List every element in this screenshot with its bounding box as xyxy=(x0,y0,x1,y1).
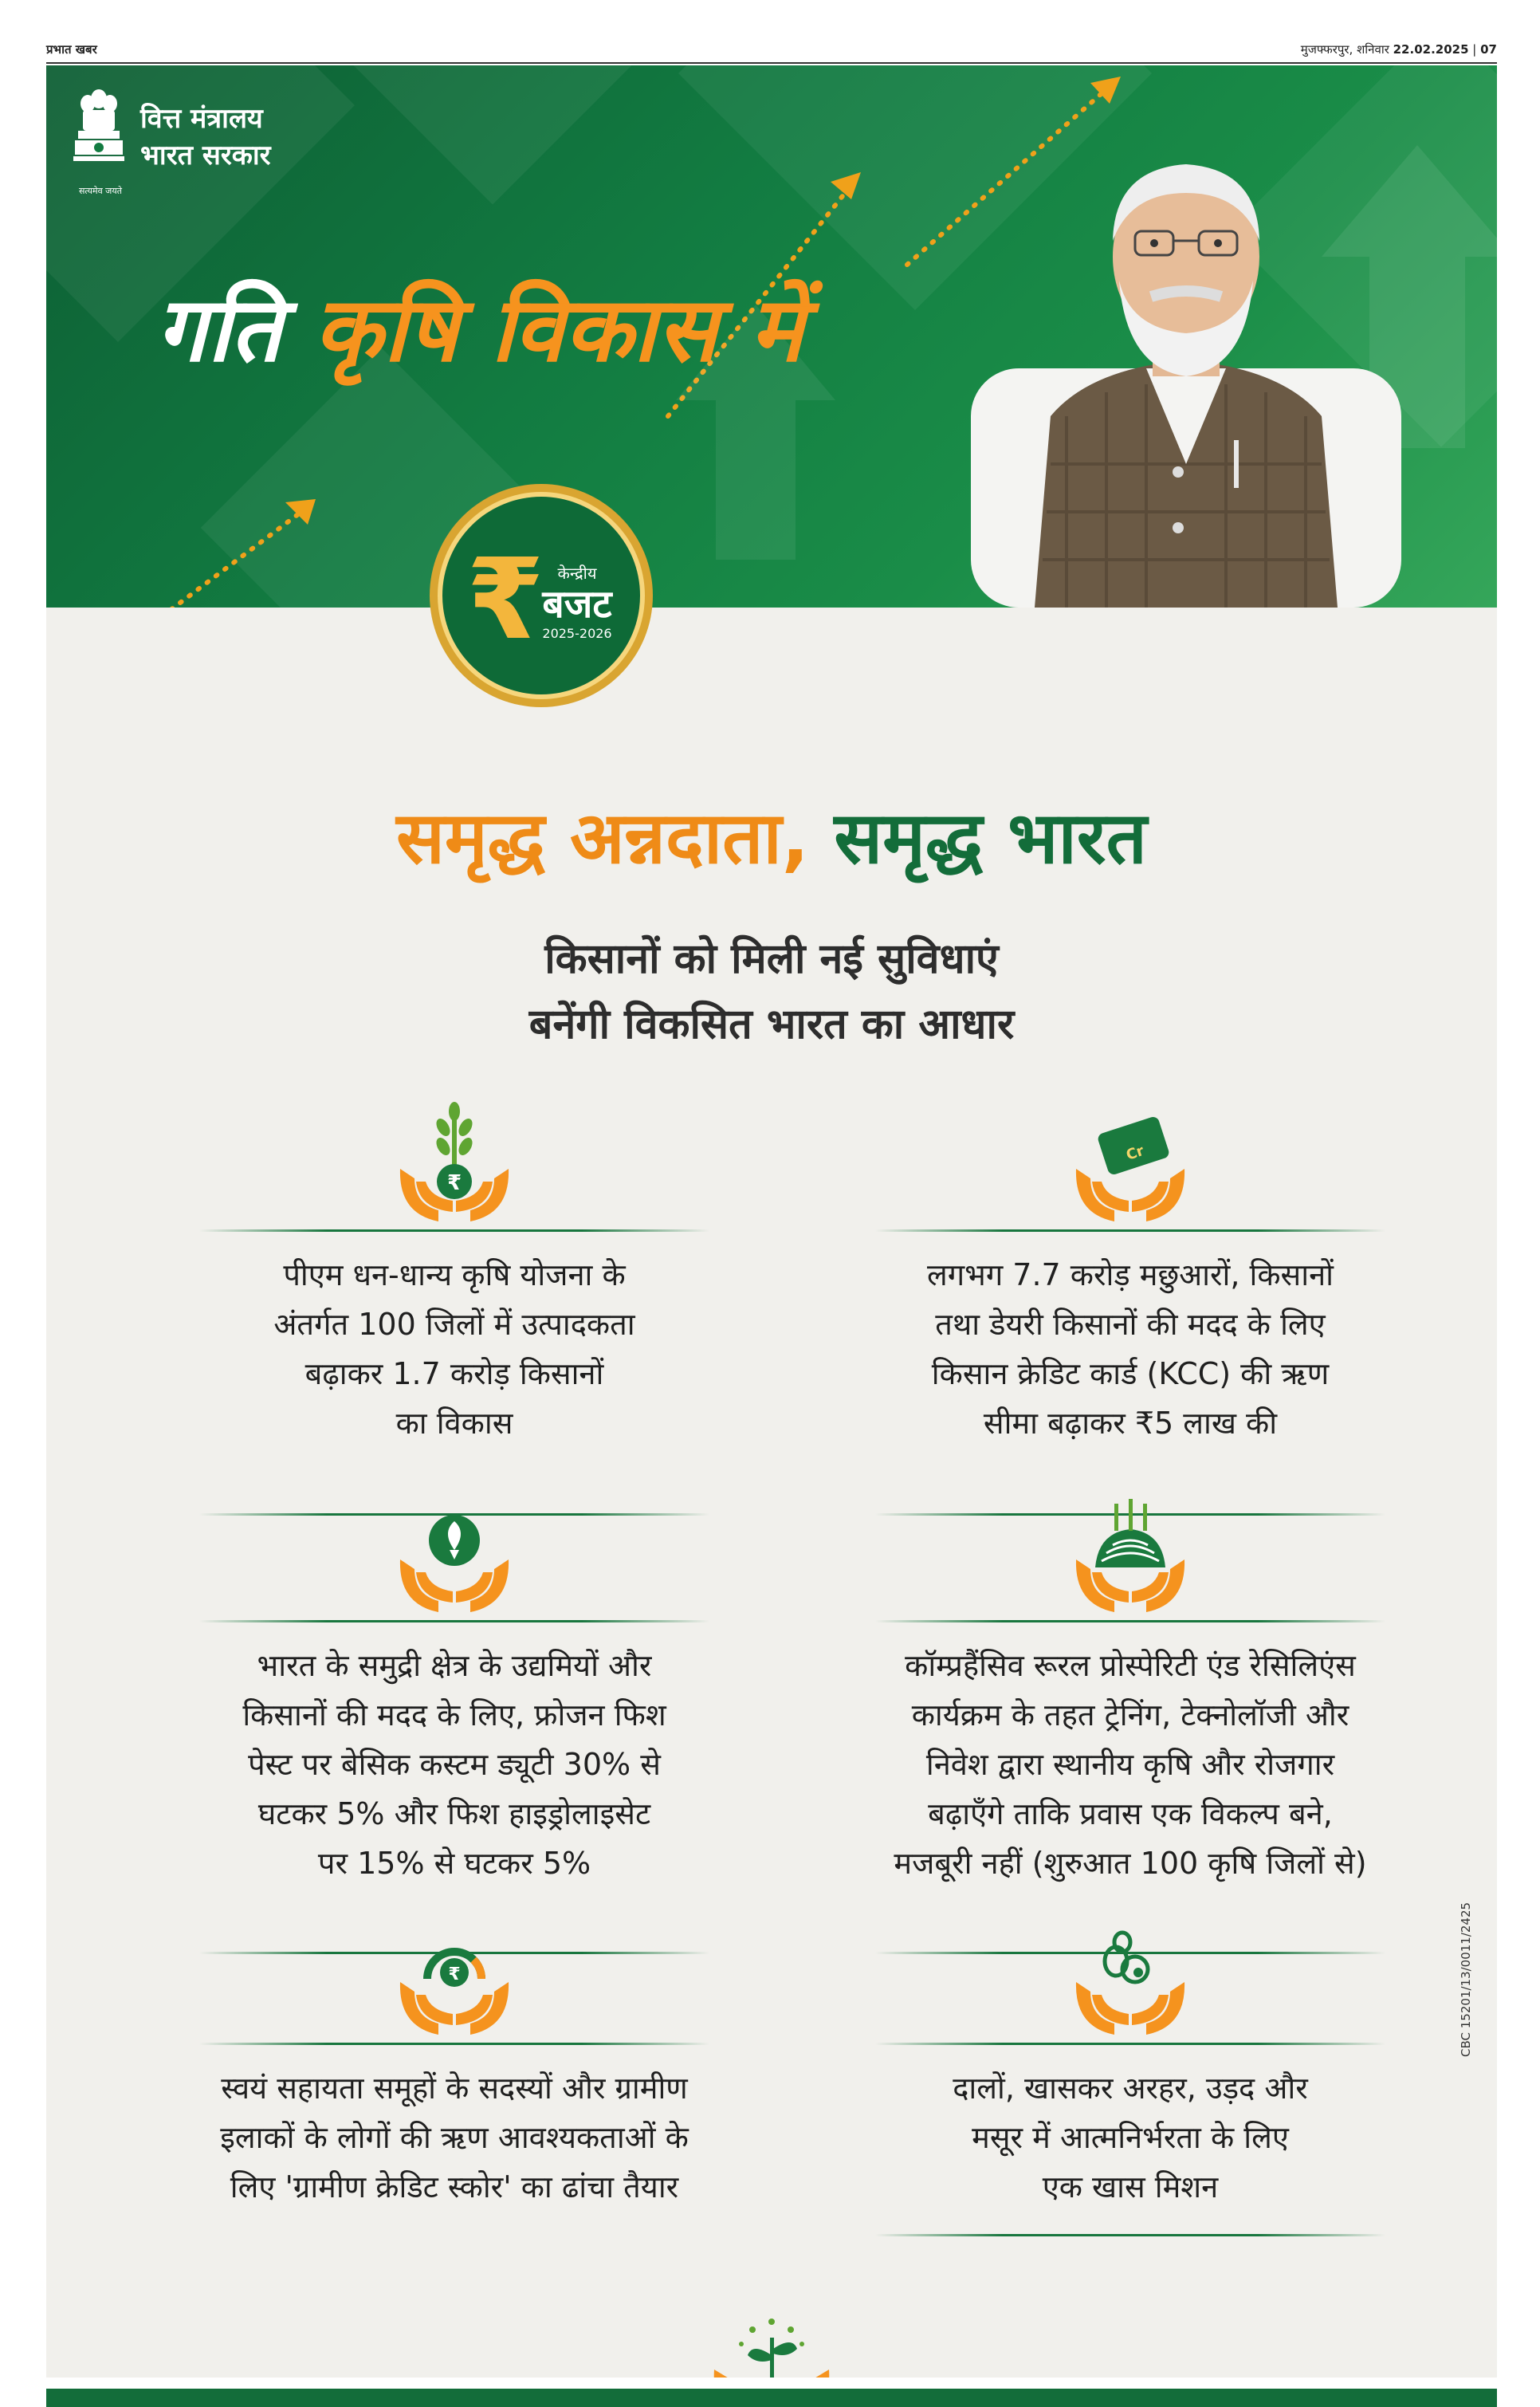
card-text-line: कॉम्प्रहैंसिव रूरल प्रोस्पेरिटी एंड रेसिलिएंस xyxy=(905,1648,1356,1683)
feature-card-rural-prosperity xyxy=(875,1493,1385,1963)
card-text-line: पर 15% से घटकर 5% xyxy=(317,1846,591,1881)
subtitle-line: किसानों को मिली नई सुविधाएं xyxy=(544,935,999,983)
card-text xyxy=(875,1250,1385,1448)
card-divider-top xyxy=(199,1229,709,1232)
budget-advertisement xyxy=(46,65,1497,2378)
footer-green-band xyxy=(46,2389,1497,2407)
card-text-line: किसानों की मदद के लिए, फ्रोजन फिश xyxy=(242,1697,666,1732)
headline-white: गति xyxy=(156,278,282,382)
budget-years: 2025-2026 xyxy=(542,626,612,641)
card-text-line: पेस्ट पर बेसिक कस्टम ड्यूटी 30% से xyxy=(248,1747,661,1782)
card-text-line: अंतर्गत 100 जिलों में उत्पादकता xyxy=(273,1307,635,1342)
headline-orange: कृषि विकास में xyxy=(313,278,804,382)
national-emblem-icon xyxy=(70,85,128,180)
card-divider-top xyxy=(875,2043,1385,2045)
government-line: भारत सरकार xyxy=(140,140,271,171)
card-divider-top xyxy=(875,1229,1385,1232)
card-divider-top xyxy=(875,1620,1385,1622)
wheat-rupee-hands-icon xyxy=(391,1102,518,1237)
card-text-line: स्वयं सहायता समूहों के सदस्यों और ग्रामीण xyxy=(221,2071,688,2106)
main-title-green: समृद्ध भारत xyxy=(834,796,1147,880)
feature-card-kcc xyxy=(875,1102,1385,1516)
edition-label: मुजफ्फरपुर, शनिवार xyxy=(1300,42,1389,57)
card-divider-bottom xyxy=(875,2234,1385,2236)
card-text-line: दालों, खासकर अरहर, उड़द और xyxy=(953,2071,1308,2106)
feature-card-dhan-dhanya xyxy=(199,1102,709,1516)
budget-label-small: केन्द्रीय xyxy=(557,564,597,583)
card-text xyxy=(875,1641,1385,1888)
svg-text:₹: ₹ xyxy=(446,1171,462,1195)
edition-info: मुजफ्फरपुर, शनिवार 22.02.2025 | 07 xyxy=(1300,42,1497,57)
page-number: 07 xyxy=(1480,42,1497,57)
union-budget-badge xyxy=(426,480,657,711)
card-text-line: निवेश द्वारा स्थानीय कृषि और रोजगार xyxy=(925,1747,1335,1782)
cbc-code: CBC 15201/13/0011/2425 xyxy=(1459,1902,1473,2057)
card-text xyxy=(875,2063,1385,2212)
card-text-line: कार्यक्रम के तहत ट्रेनिंग, टेक्नोलॉजी और xyxy=(911,1697,1349,1732)
feature-card-pulses-mission xyxy=(875,1915,1385,2266)
card-text-line: सीमा बढ़ाकर ₹5 लाख की xyxy=(983,1406,1278,1441)
newspaper-name: प्रभात खबर xyxy=(46,42,97,57)
card-text-line: घटकर 5% और फिश हाइड्रोलाइसेट xyxy=(257,1796,651,1831)
svg-text:₹: ₹ xyxy=(448,1965,461,1984)
emblem-motto: सत्यमेव जयते xyxy=(78,186,122,196)
budget-label: बजट xyxy=(542,582,612,627)
feature-card-fisheries xyxy=(199,1493,709,1963)
card-text xyxy=(199,2063,709,2212)
pulses-hands-icon xyxy=(1067,1915,1194,2051)
card-text-line: का विकास xyxy=(395,1406,513,1441)
card-text-line: मजबूरी नहीं (शुरुआत 100 कृषि जिलों से) xyxy=(894,1846,1367,1881)
credit-score-gauge-hands-icon xyxy=(391,1915,518,2051)
card-text-line: एक खास मिशन xyxy=(1042,2169,1219,2204)
prime-minister-photo xyxy=(963,129,1409,608)
card-text-line: तथा डेयरी किसानों की मदद के लिए xyxy=(935,1307,1326,1342)
edition-date: 22.02.2025 xyxy=(1393,42,1469,57)
farmland-hands-icon xyxy=(1067,1493,1194,1628)
ministry-name xyxy=(140,100,271,174)
card-text-line: पीएम धन-धान्य कृषि योजना के xyxy=(283,1257,626,1292)
feature-card-gramin-credit xyxy=(199,1915,709,2266)
newspaper-masthead xyxy=(46,41,1497,61)
credit-card-text: Cr xyxy=(1124,1142,1146,1164)
card-text-line: भारत के समुद्री क्षेत्र के उद्यमियों और xyxy=(257,1648,652,1683)
card-divider-top xyxy=(199,1620,709,1622)
main-title-orange: समृद्ध अन्नदाता, xyxy=(396,796,809,880)
card-text xyxy=(199,1641,709,1888)
sapling-hands-icon xyxy=(705,2314,839,2378)
card-divider-top xyxy=(199,2043,709,2045)
rupee-symbol: ₹ xyxy=(466,535,544,665)
card-text-line: बढ़ाएँगे ताकि प्रवास एक विकल्प बने, xyxy=(928,1796,1333,1831)
hero-banner xyxy=(46,65,1497,608)
credit-card-hands-icon xyxy=(1067,1102,1194,1237)
card-text xyxy=(199,1250,709,1448)
card-text-line: लिए 'ग्रामीण क्रेडिट स्कोर' का ढांचा तैयार xyxy=(230,2169,679,2204)
card-text-line: किसान क्रेडिट कार्ड (KCC) की ऋण xyxy=(931,1356,1330,1391)
card-text-line: मसूर में आत्मनिर्भरता के लिए xyxy=(972,2120,1289,2155)
subtitle-line: बनेंगी विकसित भारत का आधार xyxy=(528,1001,1015,1048)
main-title xyxy=(46,787,1497,884)
ministry-line: वित्त मंत्रालय xyxy=(140,103,263,135)
card-text-line: इलाकों के लोगों की ऋण आवश्यकताओं के xyxy=(220,2120,689,2155)
card-text-line: लगभग 7.7 करोड़ मछुआरों, किसानों xyxy=(926,1257,1334,1292)
card-text-line: बढ़ाकर 1.7 करोड़ किसानों xyxy=(304,1356,604,1391)
banner-headline xyxy=(156,265,804,387)
fish-hands-icon xyxy=(391,1493,518,1628)
masthead-rule xyxy=(46,62,1497,64)
subtitle xyxy=(46,926,1497,1057)
